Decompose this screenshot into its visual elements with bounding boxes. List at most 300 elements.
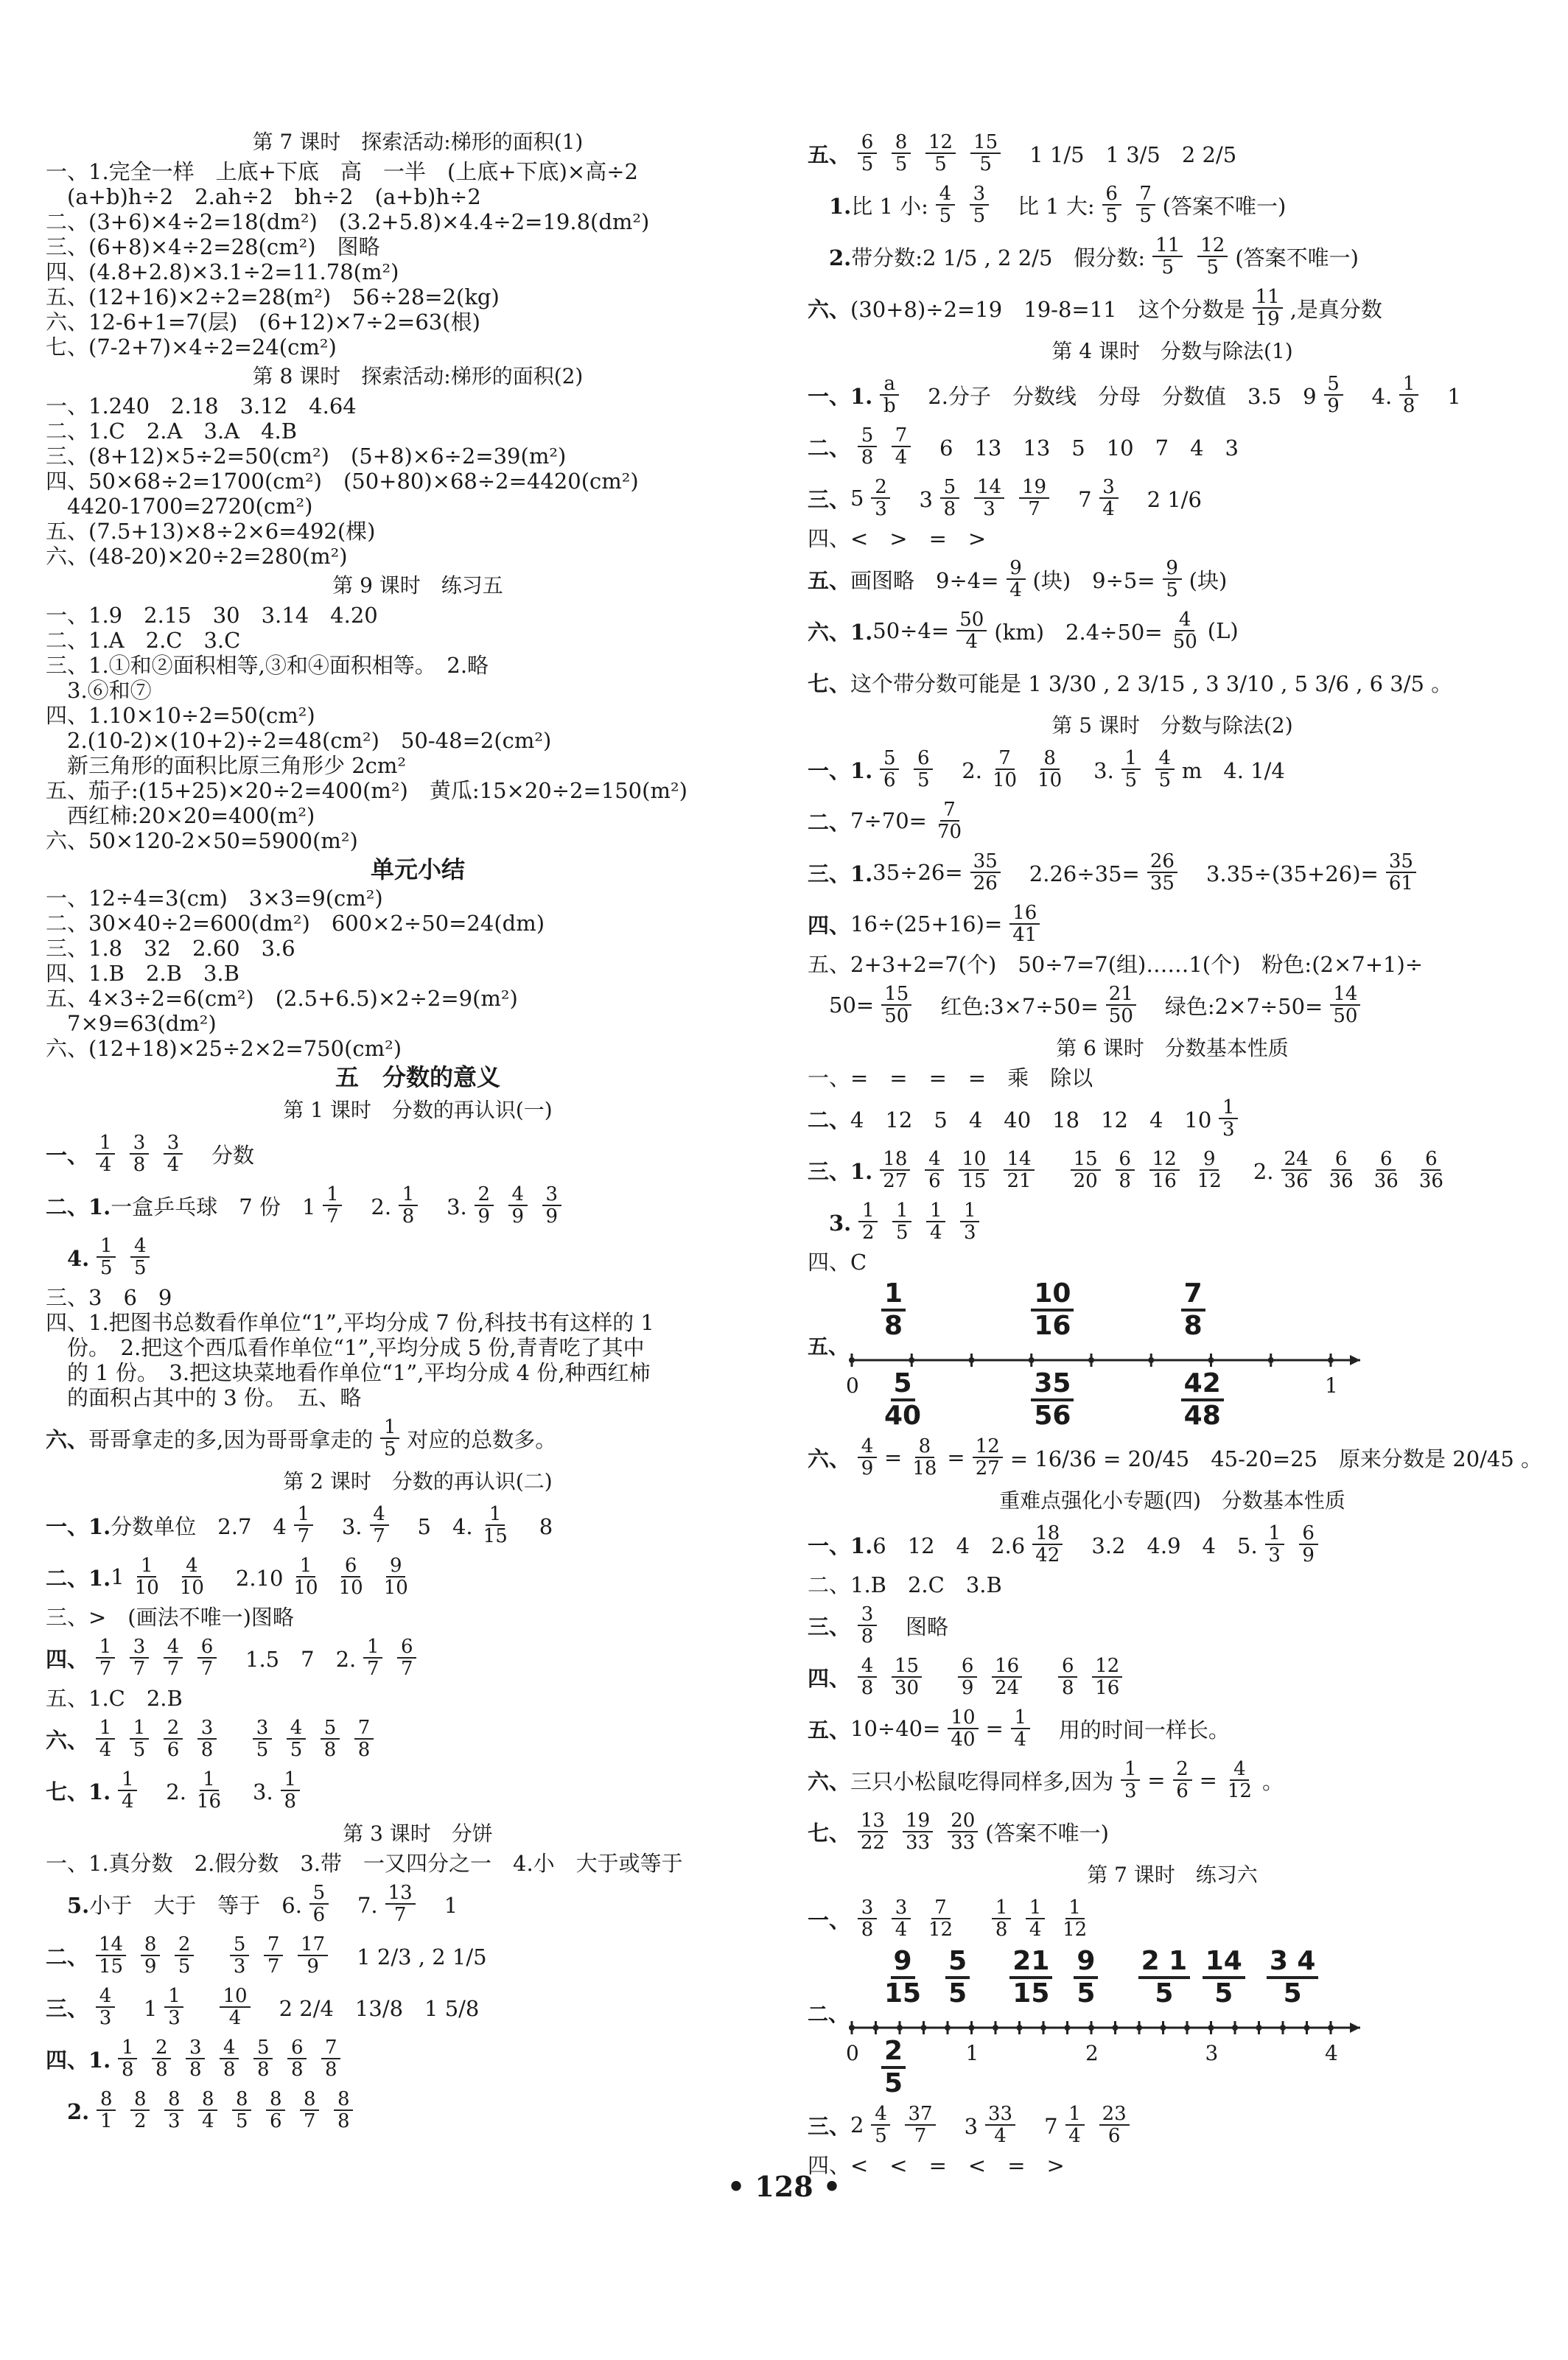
answer-text: 绿色:2×7÷50= (1143, 993, 1323, 1019)
denominator: 6 (883, 769, 896, 791)
fraction (397, 1636, 416, 1679)
numerator: 7 (354, 1718, 374, 1740)
denominator: 10 (992, 769, 1018, 791)
denominator: 5 (290, 1739, 303, 1761)
denominator: 50 (1108, 1005, 1133, 1027)
numerator: 1 (892, 1200, 911, 1222)
numerator: 1 (1219, 1097, 1238, 1119)
numerator: 7 (940, 799, 959, 822)
numerator: a (880, 374, 899, 396)
fraction (1116, 1149, 1135, 1191)
denominator: 7 (326, 1205, 339, 1228)
numerator: 9 (891, 1947, 915, 1979)
page-number: • 128 • (727, 2170, 841, 2203)
answer-text: 5 (850, 486, 864, 511)
answer-text: 16÷(25+16)= (850, 911, 1003, 936)
tick-label: 1 (1325, 1373, 1338, 1398)
numerator: 1 (1065, 1897, 1085, 1919)
numerator: 24 (1281, 1149, 1312, 1171)
numerator: 3 (130, 1636, 149, 1659)
fraction (542, 1184, 561, 1227)
answer-text: (km) 2.4÷50= (994, 619, 1163, 645)
numerator: 3 (130, 1132, 149, 1155)
numerator: 6 (397, 1636, 416, 1659)
answer-text: = (947, 1445, 965, 1470)
section-heading: 第 7 课时 探索活动:梯形的面积(1) (252, 130, 584, 154)
numerator: 5 (253, 2037, 273, 2059)
numerator: 1 (1011, 1707, 1030, 1729)
denominator: 8 (257, 2059, 270, 2081)
numerator: 21 (1106, 984, 1136, 1006)
denominator: 7 (304, 2110, 316, 2132)
denominator: 16 (1034, 1311, 1071, 1341)
tick-dot (1161, 2025, 1166, 2031)
answer-text: 6 13 13 5 10 7 4 3 (918, 435, 1239, 461)
answer-text: (块) (1189, 567, 1228, 593)
denominator: 3 (1222, 1118, 1235, 1141)
item-number: 3. (808, 1210, 852, 1236)
numerator: 4 (508, 1184, 528, 1206)
answer-line (808, 1653, 1537, 1701)
numerator: 12 (925, 132, 956, 154)
denominator: 8 (943, 498, 956, 520)
denominator: 22 (861, 1832, 886, 1854)
numerator: 5 (891, 1369, 915, 1401)
answer-text: 1 (122, 1995, 158, 2021)
answer-text (929, 1662, 951, 1692)
numerator: 7 (321, 2037, 340, 2059)
answer-text: 画图略 9÷4= (850, 567, 999, 593)
answer-text: 7 (1023, 2113, 1058, 2139)
fraction (96, 1986, 115, 2028)
denominator: 50 (1172, 631, 1197, 653)
fraction (1009, 903, 1040, 945)
denominator: 8 (861, 447, 874, 469)
section-heading: 第 5 课时 分数与除法(2) (1051, 713, 1293, 738)
item-number (808, 990, 829, 1020)
denominator: 6 (270, 2110, 282, 2132)
denominator: 5 (1166, 579, 1178, 601)
fraction (287, 1718, 306, 1760)
denominator: b (883, 395, 896, 417)
denominator: 21 (1007, 1170, 1032, 1192)
denominator: 6 (1107, 2125, 1121, 2147)
numerator: 10 (1031, 1279, 1074, 1312)
fraction (858, 1656, 877, 1698)
answer-text: 7. (335, 1892, 378, 1918)
numerator: 6 (914, 748, 933, 770)
denominator: 3 (233, 1955, 246, 1978)
fraction (880, 748, 899, 791)
denominator: 8 (122, 2059, 134, 2081)
denominator: 9 (144, 1955, 157, 1978)
answer-text: 比 1 大: (995, 193, 1095, 219)
numerator: 1 (992, 1897, 1011, 1919)
numerator: 15 (1071, 1149, 1101, 1171)
answer-text: 1 2/3 , 2 1/5 (335, 1944, 487, 1969)
answer-line: 一、= = = = 乘 除以 (808, 1065, 1093, 1090)
fraction (1253, 287, 1283, 329)
denominator: 5 (917, 769, 930, 791)
denominator: 5 (133, 1739, 146, 1761)
numerator: 1 (363, 1636, 382, 1659)
answer-text: (30+8)÷2=19 19-8=11 这个分数是 (850, 296, 1245, 322)
fraction (1163, 558, 1182, 600)
item-number: 五、 (808, 1717, 851, 1743)
fraction (1267, 1947, 1319, 2009)
denominator: 9 (861, 1457, 874, 1480)
answer-text: 50= (829, 992, 875, 1018)
fraction (1099, 477, 1119, 519)
tick-dot (1268, 1357, 1274, 1363)
numerator: 6 (1102, 183, 1121, 206)
denominator: 3 (875, 498, 887, 520)
item-number: 七、 (808, 670, 851, 696)
denominator: 15 (483, 1525, 508, 1547)
fraction (164, 1636, 183, 1679)
fraction (903, 1810, 933, 1853)
item-number: 2. (808, 245, 852, 270)
numerator: 17 (298, 1934, 328, 1956)
answer-line: 二、(3+6)×4÷2=18(dm²) (3.2+5.8)×4.4÷2=19.8(dm²) (46, 209, 650, 234)
answer-line (808, 746, 1537, 793)
answer-text: 8 (517, 1513, 553, 1539)
tick-dot (1328, 1357, 1334, 1363)
answer-text: 分数 (190, 1142, 255, 1168)
item-number: 一、 (808, 1907, 851, 1933)
denominator: 8 (284, 1790, 296, 1813)
numerator: 6 (197, 1636, 217, 1659)
tick-dot (1136, 2025, 1142, 2031)
answer-text: 2.分子 分数线 分母 分数值 3.5 9 (906, 383, 1317, 409)
numerator: 5 (309, 1883, 329, 1905)
answer-text: ,是真分数 (1289, 296, 1382, 322)
fraction (892, 1656, 922, 1698)
answer-text: 3. (425, 1194, 467, 1219)
numerator: 4 (287, 1718, 306, 1740)
denominator: 3 (983, 498, 995, 520)
numerator: 1 (130, 1718, 149, 1740)
fraction (1416, 1149, 1446, 1191)
fraction (130, 1236, 150, 1278)
tick-dot (1184, 2025, 1190, 2031)
answer-line: 一、12÷4=3(cm) 3×3=9(cm²) (46, 886, 383, 911)
numerator: 10 (948, 1707, 978, 1729)
fraction (1147, 851, 1177, 894)
denominator: 10 (383, 1577, 408, 1599)
fraction (945, 1947, 970, 2009)
fraction (141, 1934, 160, 1977)
item-number: 六、 (808, 1446, 851, 1471)
denominator: 4 (895, 1919, 908, 1941)
numerator: 3 (858, 1897, 877, 1919)
fraction (1004, 1149, 1034, 1191)
numerator: 35 (970, 851, 1001, 873)
tick-dot (1280, 2025, 1286, 2031)
numerator: 9 (386, 1555, 405, 1578)
numerator: 5 (230, 1934, 249, 1956)
fraction (118, 1769, 137, 1812)
answer-line: 四、50×68÷2=1700(cm²) (50+80)×68÷2=4420(cm²) (46, 469, 639, 494)
numerator: 37 (905, 2104, 935, 2126)
answer-text (1029, 1662, 1051, 1692)
numerator: 4 (858, 1436, 877, 1458)
fraction (1371, 1149, 1401, 1191)
fraction (940, 477, 959, 519)
fraction (230, 1934, 249, 1977)
denominator: 7 (200, 1658, 214, 1680)
denominator: 16 (1152, 1170, 1177, 1192)
item-number: 二、1. (46, 1194, 111, 1219)
answer-line: 的 1 份。 3.把这块菜地看作单位“1”,平均分成 4 份,种西红柿 (46, 1360, 651, 1385)
denominator: 40 (951, 1729, 976, 1751)
denominator: 4 (994, 2125, 1007, 2147)
numerator: 8 (334, 2089, 353, 2111)
tick-dot (909, 1357, 914, 1363)
answer-text (963, 1904, 984, 1934)
denominator: 5 (895, 153, 908, 175)
item-number: 三、 (808, 1614, 851, 1639)
denominator: 7 (914, 2125, 927, 2147)
numerator: 1 (881, 1279, 906, 1312)
numerator: 2 (152, 2037, 171, 2059)
fraction (96, 1132, 115, 1175)
answer-text: = (985, 1716, 1004, 1741)
denominator: 5 (861, 153, 874, 175)
denominator: 9 (511, 1205, 525, 1228)
answer-line: 三、3 6 9 (46, 1285, 172, 1310)
item-number: 六、 (46, 1426, 89, 1452)
fraction (287, 2037, 307, 2080)
fraction (363, 1636, 382, 1679)
numerator: 3 (186, 2037, 205, 2059)
item-number: 一、1. (46, 1513, 111, 1539)
numerator: 4 (1230, 1759, 1249, 1781)
answer-text: 2. (144, 1779, 186, 1804)
fraction (152, 2037, 171, 2080)
tick-dot (1208, 2025, 1214, 2031)
answer-line (808, 475, 1537, 522)
denominator: 6 (928, 1170, 941, 1192)
answer-line: 2.(10-2)×(10+2)÷2=48(cm²) 50-48=2(cm²) (46, 728, 552, 753)
denominator: 16 (196, 1790, 222, 1813)
denominator: 7 (373, 1525, 385, 1547)
numerator: 12 (1092, 1656, 1122, 1678)
fraction (1149, 1149, 1180, 1191)
denominator: 7 (267, 1955, 280, 1978)
denominator: 24 (995, 1677, 1020, 1699)
fraction (909, 1436, 939, 1479)
fraction (880, 1149, 910, 1191)
answer-line (808, 1895, 1537, 1942)
denominator: 12 (1227, 1780, 1252, 1802)
denominator: 8 (1061, 1677, 1074, 1699)
denominator: 42 (1035, 1544, 1060, 1566)
fraction (281, 1769, 300, 1812)
tick-dot (1232, 2025, 1238, 2031)
numerator: 1 (164, 1986, 183, 2008)
numerator: 1 (281, 1769, 300, 1791)
answer-line: 份。 2.把这个西瓜看作单位“1”,平均分成 5 份,青青吃了其中 (46, 1335, 645, 1360)
fraction (253, 2037, 273, 2080)
numerator: 1 (294, 1504, 313, 1526)
fraction (1173, 1759, 1192, 1801)
item-number: 四、 (46, 1646, 89, 1672)
denominator: 12 (928, 1919, 953, 1941)
fraction (858, 1436, 877, 1479)
numerator: 1 (96, 1132, 115, 1155)
fraction (1281, 1149, 1312, 1191)
fraction (1121, 748, 1141, 791)
numerator: 4 (925, 1149, 944, 1171)
denominator: 50 (1333, 1005, 1358, 1027)
denominator: 4 (99, 1739, 112, 1761)
denominator: 15 (884, 1978, 922, 2009)
numerator: 10 (959, 1149, 989, 1171)
denominator: 5 (1158, 769, 1172, 791)
item-number: 一、1. (808, 383, 873, 409)
answer-line (46, 1415, 790, 1462)
answer-text: = (1199, 1768, 1217, 1793)
fraction (858, 1897, 877, 1940)
numerator: 11 (1253, 287, 1283, 309)
answer-text: 图略 (884, 1614, 949, 1639)
answer-line: 四、C (808, 1250, 867, 1275)
numerator: 4 (96, 1986, 115, 2008)
denominator: 8 (861, 1919, 874, 1941)
numerator: 1 (97, 1236, 116, 1258)
answer-text: 4. (1350, 383, 1393, 409)
numerator: 8 (198, 2089, 217, 2111)
denominator: 5 (383, 1438, 396, 1460)
numerator: 19 (903, 1810, 933, 1832)
numerator: 35 (1386, 851, 1416, 873)
answer-text: 35÷26= (872, 860, 963, 885)
denominator: 4 (1029, 1919, 1042, 1941)
numerator: 6 (858, 132, 877, 154)
answer-line: 7×9=63(dm²) (46, 1011, 217, 1036)
answer-line (808, 233, 1537, 280)
fraction (1031, 1279, 1074, 1341)
answer-line (46, 1233, 790, 1281)
item-number: 五、 (808, 1334, 850, 1359)
fraction (925, 1897, 956, 1940)
denominator: 8 (155, 2059, 168, 2081)
numerator: 35 (1031, 1369, 1074, 1401)
denominator: 2 (862, 1222, 875, 1244)
numerator: 1 (200, 1769, 219, 1791)
answer-line: 的面积占其中的 3 份。 五、略 (46, 1385, 362, 1410)
answer-text: = (884, 1445, 903, 1470)
fraction (1092, 1656, 1122, 1698)
denominator: 3 (964, 1222, 976, 1244)
fraction (1194, 1149, 1225, 1191)
denominator: 5 (236, 2110, 248, 2132)
numerator: 12 (1197, 235, 1228, 257)
fraction (336, 1555, 366, 1598)
fraction (1219, 1097, 1238, 1140)
denominator: 9 (307, 1955, 319, 1978)
item-number: 4. (46, 1245, 90, 1271)
item-number: 四、 (808, 1665, 851, 1691)
answer-line (808, 556, 1537, 603)
numerator: 8 (232, 2089, 251, 2111)
fraction (508, 1184, 528, 1227)
numerator: 21 (1009, 1947, 1052, 1979)
denominator: 3 (99, 2007, 112, 2029)
denominator: 4 (167, 1154, 180, 1176)
fraction (948, 1810, 978, 1853)
fraction (96, 1934, 126, 1977)
fraction (309, 1883, 329, 1925)
tick-dot (945, 2025, 951, 2031)
answer-line (808, 1602, 1537, 1649)
denominator: 9 (477, 1205, 491, 1228)
right-column (808, 125, 1543, 2178)
denominator: 7 (1028, 498, 1040, 520)
answer-line (808, 181, 1537, 228)
number-line-item (808, 1278, 1537, 1431)
answer-line: 五、1.C 2.B (46, 1686, 183, 1711)
numerator: 15 (970, 132, 1001, 154)
fraction (164, 1132, 183, 1175)
answer-text: 2. (1231, 1158, 1274, 1184)
numerator: 1 (486, 1504, 505, 1526)
denominator: 20 (1073, 1170, 1098, 1192)
answer-line (808, 1095, 1537, 1142)
tick-dot (1065, 2025, 1071, 2031)
numerator: 23 (1099, 2104, 1130, 2126)
answer-text: m 4. 1/4 (1181, 757, 1285, 783)
answer-line: 西红柿:20×20=400(m²) (46, 803, 315, 828)
fraction (132, 1555, 162, 1598)
section-heading: 第 7 课时 练习六 (1087, 1863, 1258, 1887)
fraction (956, 609, 987, 652)
denominator: 8 (995, 1919, 1008, 1941)
denominator: 6 (1176, 1780, 1189, 1802)
numerator: 5 (945, 1947, 970, 1979)
denominator: 10 (293, 1577, 318, 1599)
numerator: 9 (1163, 558, 1182, 580)
numerator: 1 (1065, 2104, 1085, 2126)
fraction (871, 2104, 890, 2146)
answer-line: 一、1.真分数 2.假分数 3.带 一又四分之一 4.小 大于或等于 (46, 1851, 683, 1876)
denominator: 1 (100, 2110, 113, 2132)
fraction (1138, 1947, 1191, 2009)
numerator: 6 (1331, 1149, 1351, 1171)
denominator: 3 (168, 2007, 181, 2029)
item-number: 二、 (808, 435, 851, 461)
denominator: 8 (291, 2059, 304, 2081)
numerator: 19 (1019, 477, 1049, 499)
fraction (1203, 1947, 1245, 2009)
fraction (130, 2089, 150, 2132)
fraction (1074, 1947, 1098, 2009)
item-number: 三、 (808, 2113, 851, 2139)
numerator: 3 (542, 1184, 561, 1206)
fraction (990, 748, 1020, 791)
section-heading: 五 分数的意义 (335, 1063, 500, 1091)
tick-dot (969, 1357, 975, 1363)
numerator: 2 (881, 2037, 906, 2069)
fraction (892, 1897, 911, 1940)
fraction (992, 1897, 1011, 1940)
denominator: 18 (912, 1457, 937, 1480)
numerator: 2 (175, 1934, 194, 1956)
tick-dot (1029, 1357, 1035, 1363)
denominator: 10 (338, 1577, 363, 1599)
item-number: 四、 (808, 912, 851, 938)
